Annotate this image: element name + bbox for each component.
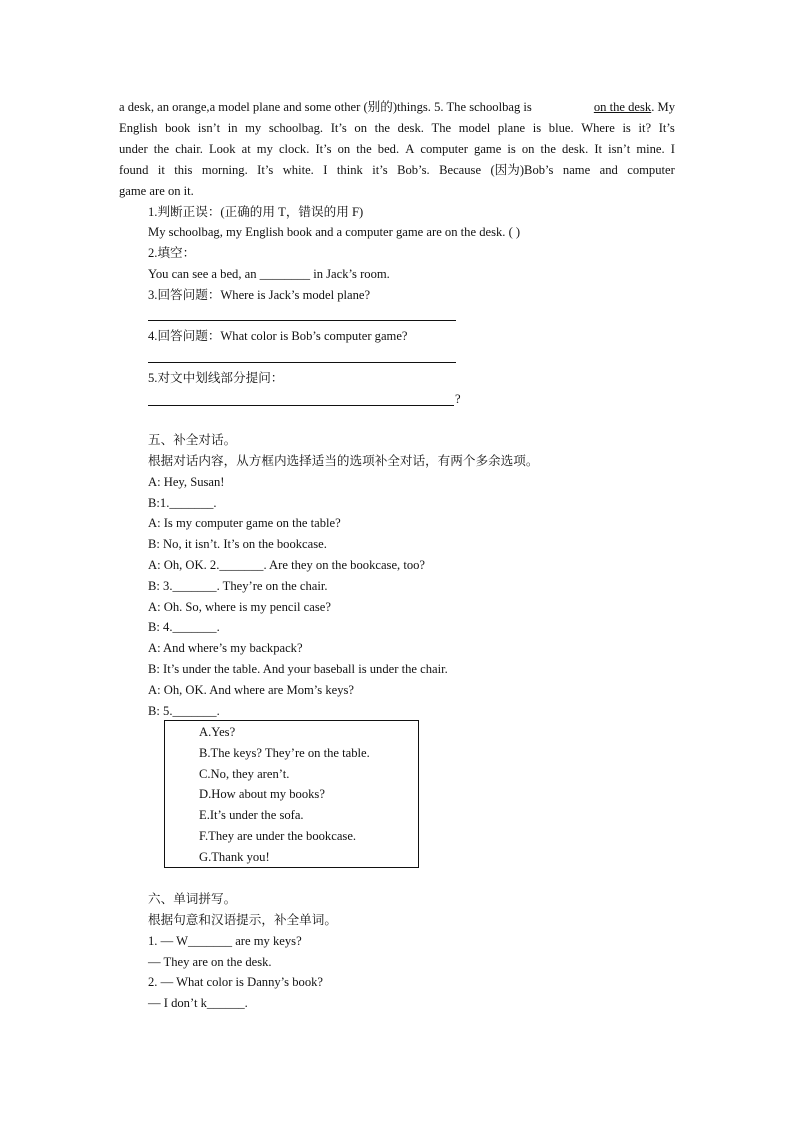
question-2-text: You can see a bed, an ________ in Jack’s room. xyxy=(148,267,390,281)
option-item: A.Yes? xyxy=(199,725,236,739)
dialogue-line: B: 4._______. xyxy=(148,620,220,634)
spelling-line: 1. — W_______ are my keys? xyxy=(148,934,302,948)
spelling-line: — I don’t k______. xyxy=(148,996,248,1010)
dialogue-line: B:1._______. xyxy=(148,496,217,510)
passage-line: English book isn’t in my schoolbag. It’s on the desk. The model plane is blue. Where is it? It’s xyxy=(119,121,675,135)
options-box xyxy=(164,720,419,868)
section-5-heading: 五、补全对话。 xyxy=(148,433,237,447)
dialogue-line: A: Oh, OK. And where are Mom’s keys? xyxy=(148,683,355,697)
option-item: C.No, they aren’t. xyxy=(199,767,290,781)
option-item: G.Thank you! xyxy=(199,850,270,864)
question-mark: ? xyxy=(455,392,461,406)
dialogue-line: B: 5._______. xyxy=(148,704,220,718)
answer-line[interactable] xyxy=(148,405,454,406)
question-1-label: 1.判断正误：(正确的用 T，错误的用 F) xyxy=(148,205,364,219)
dialogue-line: A: Hey, Susan! xyxy=(148,475,225,489)
question-5-text: 5.对文中划线部分提问： xyxy=(148,371,284,385)
spelling-line: 2. — What color is Danny’s book? xyxy=(148,975,324,989)
dialogue-line: B: No, it isn’t. It’s on the bookcase. xyxy=(148,537,327,551)
section-5-instruction: 根据对话内容，从方框内选择适当的选项补全对话，有两个多余选项。 xyxy=(148,454,539,468)
spelling-line: — They are on the desk. xyxy=(148,955,272,969)
dialogue-line: A: And where’s my backpack? xyxy=(148,641,303,655)
answer-line[interactable] xyxy=(148,362,456,363)
dialogue-line: B: 3._______. They’re on the chair. xyxy=(148,579,328,593)
dialogue-line: A: Oh. So, where is my pencil case? xyxy=(148,600,331,614)
dialogue-line: A: Oh, OK. 2._______. Are they on the bookcase, too? xyxy=(148,558,426,572)
option-item: F.They are under the bookcase. xyxy=(199,829,357,843)
dialogue-line: A: Is my computer game on the table? xyxy=(148,516,341,530)
passage-line: found it this morning. It’s white. I think it’s Bob’s. Because (因为)Bob’s name and computer xyxy=(119,163,675,177)
option-item: D.How about my books? xyxy=(199,787,325,801)
option-item: B.The keys? They’re on the table. xyxy=(199,746,370,760)
passage-line: under the chair. Look at my clock. It’s on the bed. A computer game is on the desk. It isn’t mine. I xyxy=(119,142,675,156)
reading-passage xyxy=(119,99,675,199)
question-1-text: My schoolbag, my English book and a computer game are on the desk. ( ) xyxy=(148,225,521,239)
answer-line[interactable] xyxy=(148,320,456,321)
underlined-phrase: on the desk xyxy=(593,100,652,114)
section-6-instruction: 根据句意和汉语提示，补全单词。 xyxy=(148,913,337,927)
dialogue-line: B: It’s under the table. And your baseball is under the chair. xyxy=(148,662,448,676)
question-2-label: 2.填空： xyxy=(148,246,196,260)
section-6-heading: 六、单词拼写。 xyxy=(148,892,237,906)
passage-line: a desk, an orange,a model plane and some other (别的)things. 5. The schoolbag is on the desk. My xyxy=(119,100,675,114)
question-3-text: 3.回答问题：Where is Jack’s model plane? xyxy=(148,288,371,302)
question-4-text: 4.回答问题：What color is Bob’s computer game? xyxy=(148,329,408,343)
passage-line: game are on it. xyxy=(119,184,194,198)
option-item: E.It’s under the sofa. xyxy=(199,808,304,822)
